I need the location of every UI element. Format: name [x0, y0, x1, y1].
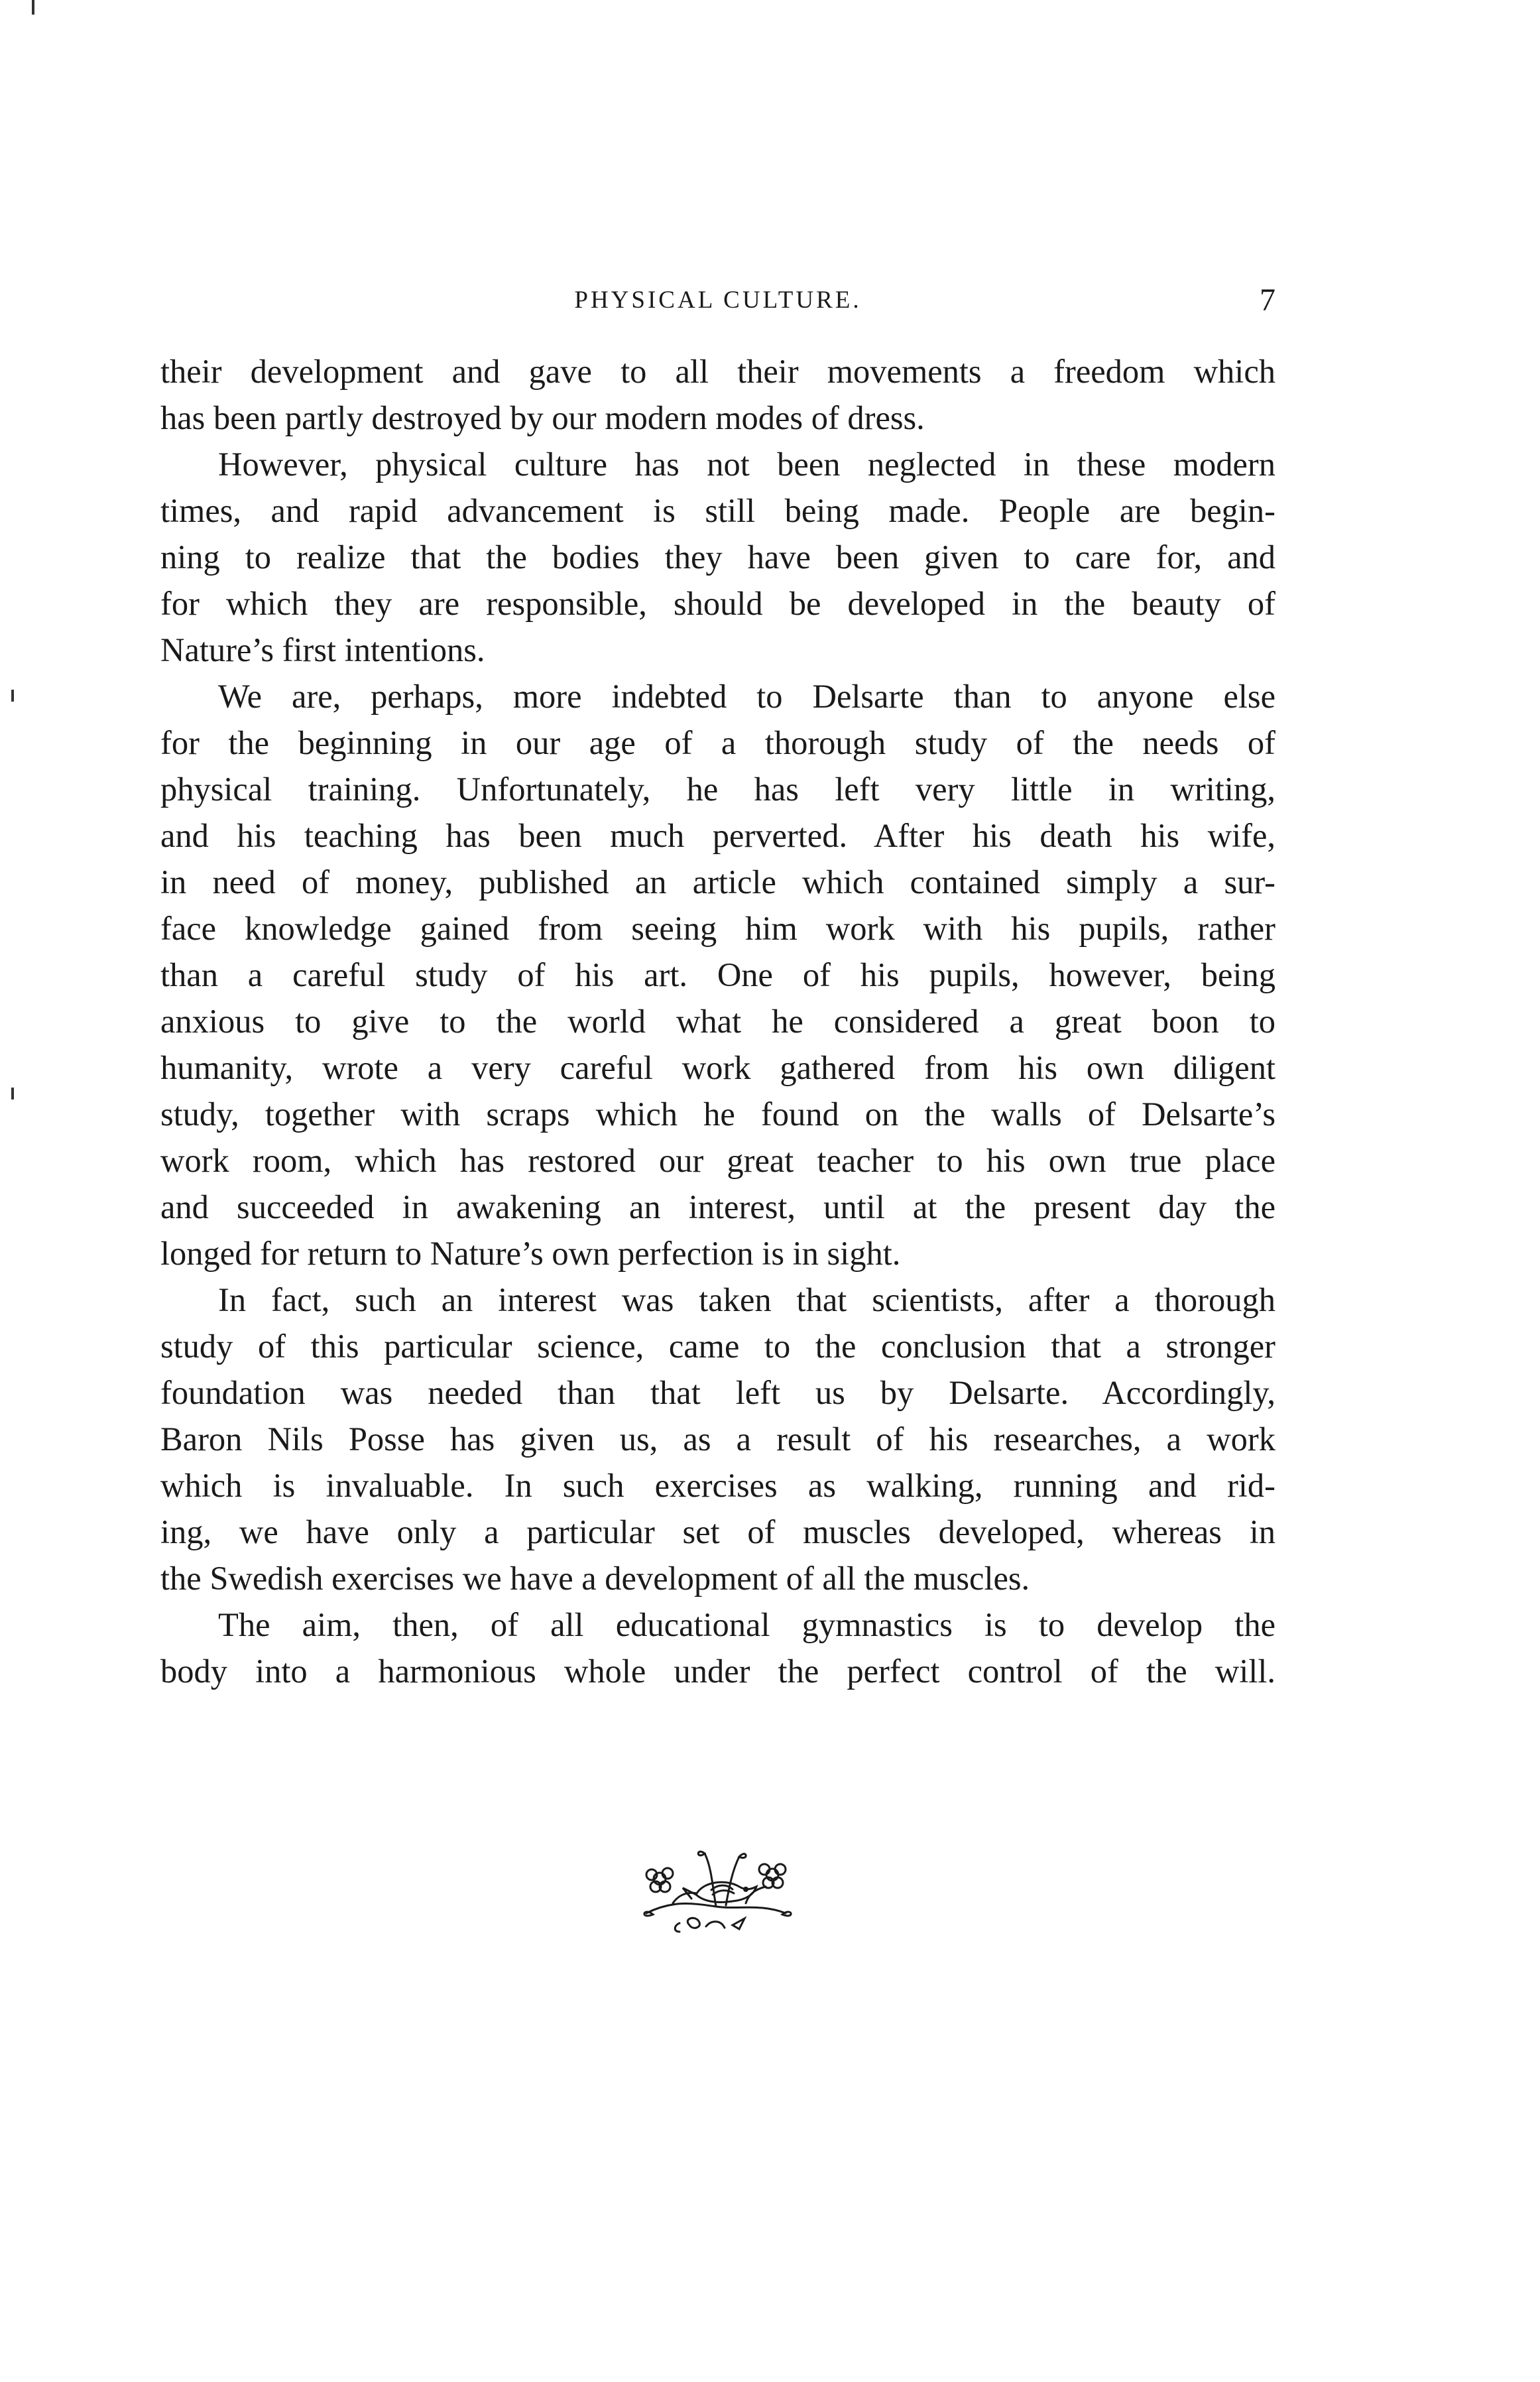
- text-line: However, physical culture has not been neglected in these modern: [218, 446, 1275, 483]
- scan-mark: [11, 690, 14, 702]
- text-line: study of this particular science, came to the conclusion that a stronger: [160, 1328, 1275, 1365]
- text-line: humanity, wrote a very careful work gathered from his own diligent: [160, 1049, 1275, 1086]
- paragraph: [160, 348, 1275, 441]
- text-line: than a careful study of his art. One of his pupils, however, being: [160, 956, 1275, 993]
- text-line: physical training. Unfortunately, he has left very little in writing,: [160, 771, 1275, 808]
- text-line: which is invaluable. In such exercises as walking, running and rid-: [160, 1467, 1275, 1504]
- text-line: Nature’s first intentions.: [160, 631, 485, 668]
- text-line: foundation was needed than that left us by Delsarte. Accordingly,: [160, 1374, 1275, 1411]
- text-line: has been partly destroyed by our modern modes of dress.: [160, 399, 925, 436]
- text-line: ing, we have only a particular set of muscles developed, whereas in: [160, 1513, 1275, 1550]
- text-line: work room, which has restored our great teacher to his own true place: [160, 1142, 1275, 1179]
- paragraph: [160, 673, 1275, 1277]
- text-line: anxious to give to the world what he considered a great boon to: [160, 1003, 1275, 1040]
- text-line: the Swedish exercises we have a development of all the muscles.: [160, 1560, 1030, 1597]
- text-line: in need of money, published an article which contained simply a sur-: [160, 863, 1275, 901]
- text-line: their development and gave to all their movements a freedom which: [160, 353, 1275, 390]
- text-line: longed for return to Nature’s own perfection is in sight.: [160, 1235, 901, 1272]
- text-line: and his teaching has been much perverted. After his death his wife,: [160, 817, 1275, 854]
- text-line: times, and rapid advancement is still being made. People are begin-: [160, 492, 1275, 529]
- scan-mark: [32, 0, 34, 15]
- text-line: for the beginning in our age of a thorough study of the needs of: [160, 724, 1275, 761]
- text-line: The aim, then, of all educational gymnastics is to develop the: [218, 1606, 1275, 1643]
- text-line: study, together with scraps which he found on the walls of Delsarte’s: [160, 1096, 1275, 1133]
- paragraph: [160, 1277, 1275, 1601]
- text-line: face knowledge gained from seeing him work with his pupils, rather: [160, 910, 1275, 947]
- text-line: We are, perhaps, more indebted to Delsarte than to anyone else: [218, 678, 1275, 715]
- paragraph: [160, 1601, 1275, 1694]
- paragraph: [160, 441, 1275, 673]
- text-line: In fact, such an interest was taken that scientists, after a thorough: [218, 1281, 1275, 1318]
- page-number: 7: [1260, 282, 1275, 318]
- body-text: [160, 348, 1275, 1694]
- page-header: [160, 282, 1275, 328]
- running-head: PHYSICAL CULTURE.: [574, 286, 862, 314]
- scan-mark: [11, 1088, 14, 1099]
- bird-ornament-icon: [633, 1840, 799, 1940]
- text-line: body into a harmonious whole under the perfect control of the will.: [160, 1653, 1275, 1690]
- text-line: for which they are responsible, should be developed in the beauty of: [160, 585, 1275, 622]
- text-line: ning to realize that the bodies they have been given to care for, and: [160, 538, 1275, 576]
- text-line: Baron Nils Posse has given us, as a result of his researches, a work: [160, 1420, 1275, 1458]
- text-line: and succeeded in awakening an interest, until at the present day the: [160, 1188, 1275, 1225]
